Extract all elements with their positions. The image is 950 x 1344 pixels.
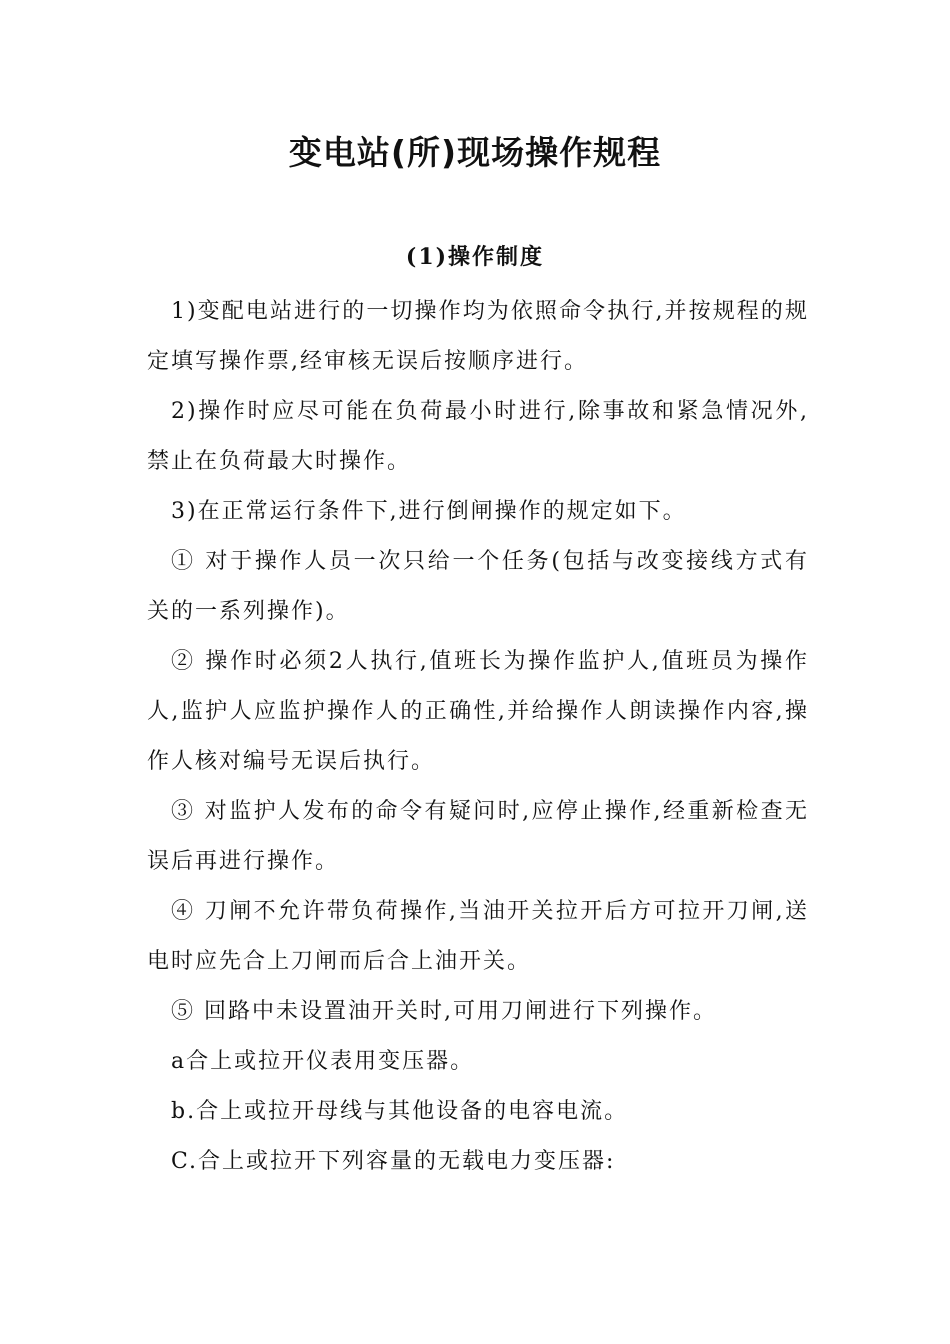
paragraph-item-4: ④ 刀闸不允许带负荷操作,当油开关拉开后方可拉开刀闸,送电时应先合上刀闸而后合上油开关。	[147, 899, 809, 974]
paragraph-item-5: ⑤ 回路中未设置油开关时,可用刀闸进行下列操作。	[171, 999, 717, 1024]
paragraph-3: 3)在正常运行条件下,进行倒闸操作的规定如下。	[171, 499, 687, 524]
document-body	[147, 287, 809, 1187]
paragraph-1: 1)变配电站进行的一切操作均为依照命令执行,并按规程的规定填写操作票,经审核无误后按顺序进行。	[147, 299, 809, 374]
paragraph-item-1: ① 对于操作人员一次只给一个任务(包括与改变接线方式有关的一系列操作)。	[147, 549, 809, 624]
paragraph-item-2: ② 操作时必须2人执行,值班长为操作监护人,值班员为操作人,监护人应监护操作人的正确性,并给操作人朗读操作内容,操作人核对编号无误后执行。	[147, 649, 809, 774]
paragraph-2: 2)操作时应尽可能在负荷最小时进行,除事故和紧急情况外,禁止在负荷最大时操作。	[147, 399, 809, 474]
sub-item-a: a合上或拉开仪表用变压器。	[171, 1049, 475, 1074]
sub-item-c: C.合上或拉开下列容量的无载电力变压器:	[171, 1149, 616, 1174]
document-title: 变电站(所)现场操作规程	[288, 133, 662, 172]
sub-item-b: b.合上或拉开母线与其他设备的电容电流。	[171, 1099, 629, 1124]
paragraph-item-3: ③ 对监护人发布的命令有疑问时,应停止操作,经重新检查无误后再进行操作。	[147, 799, 809, 874]
section-heading: (1)操作制度	[405, 244, 545, 270]
